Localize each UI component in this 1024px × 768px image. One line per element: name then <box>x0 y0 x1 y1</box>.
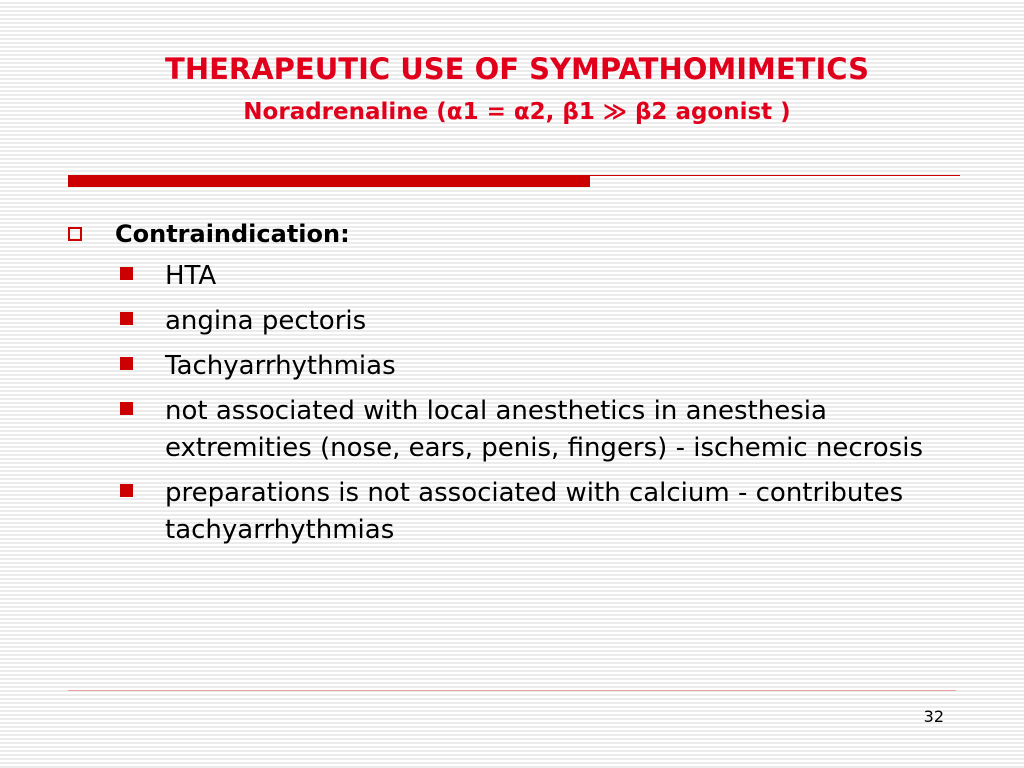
list-item <box>120 348 970 385</box>
list-item <box>120 393 970 467</box>
list-item-text: not associated with local anesthetics in anesthesia extremities (nose, ears, penis, fingers) - ischemic necrosis <box>165 396 923 463</box>
footer-divider <box>68 690 956 691</box>
filled-square-bullet-icon <box>120 484 133 497</box>
title-underline-thick <box>68 175 590 187</box>
list-item-text: HTA <box>165 261 217 291</box>
slide-subtitle: Noradrenaline (α1 = α2, β1 ≫ β2 agonist ) <box>243 99 791 125</box>
list-item <box>120 303 970 340</box>
contraindication-list <box>120 258 970 557</box>
contraindication-heading: Contraindication: <box>115 220 350 248</box>
list-item <box>120 475 970 549</box>
hollow-square-bullet-icon <box>68 227 82 241</box>
page-number: 32 <box>923 707 944 726</box>
filled-square-bullet-icon <box>120 312 133 325</box>
filled-square-bullet-icon <box>120 402 133 415</box>
list-item-text: preparations is not associated with calcium - contributes tachyarrhythmias <box>165 478 904 545</box>
list-item-text: Tachyarrhythmias <box>165 351 396 381</box>
filled-square-bullet-icon <box>120 357 133 370</box>
list-item <box>120 258 970 295</box>
filled-square-bullet-icon <box>120 267 133 280</box>
slide-title: THERAPEUTIC USE OF SYMPATHOMIMETICS <box>165 52 869 86</box>
title-underline-thin <box>590 175 960 176</box>
list-item-text: angina pectoris <box>165 306 367 336</box>
